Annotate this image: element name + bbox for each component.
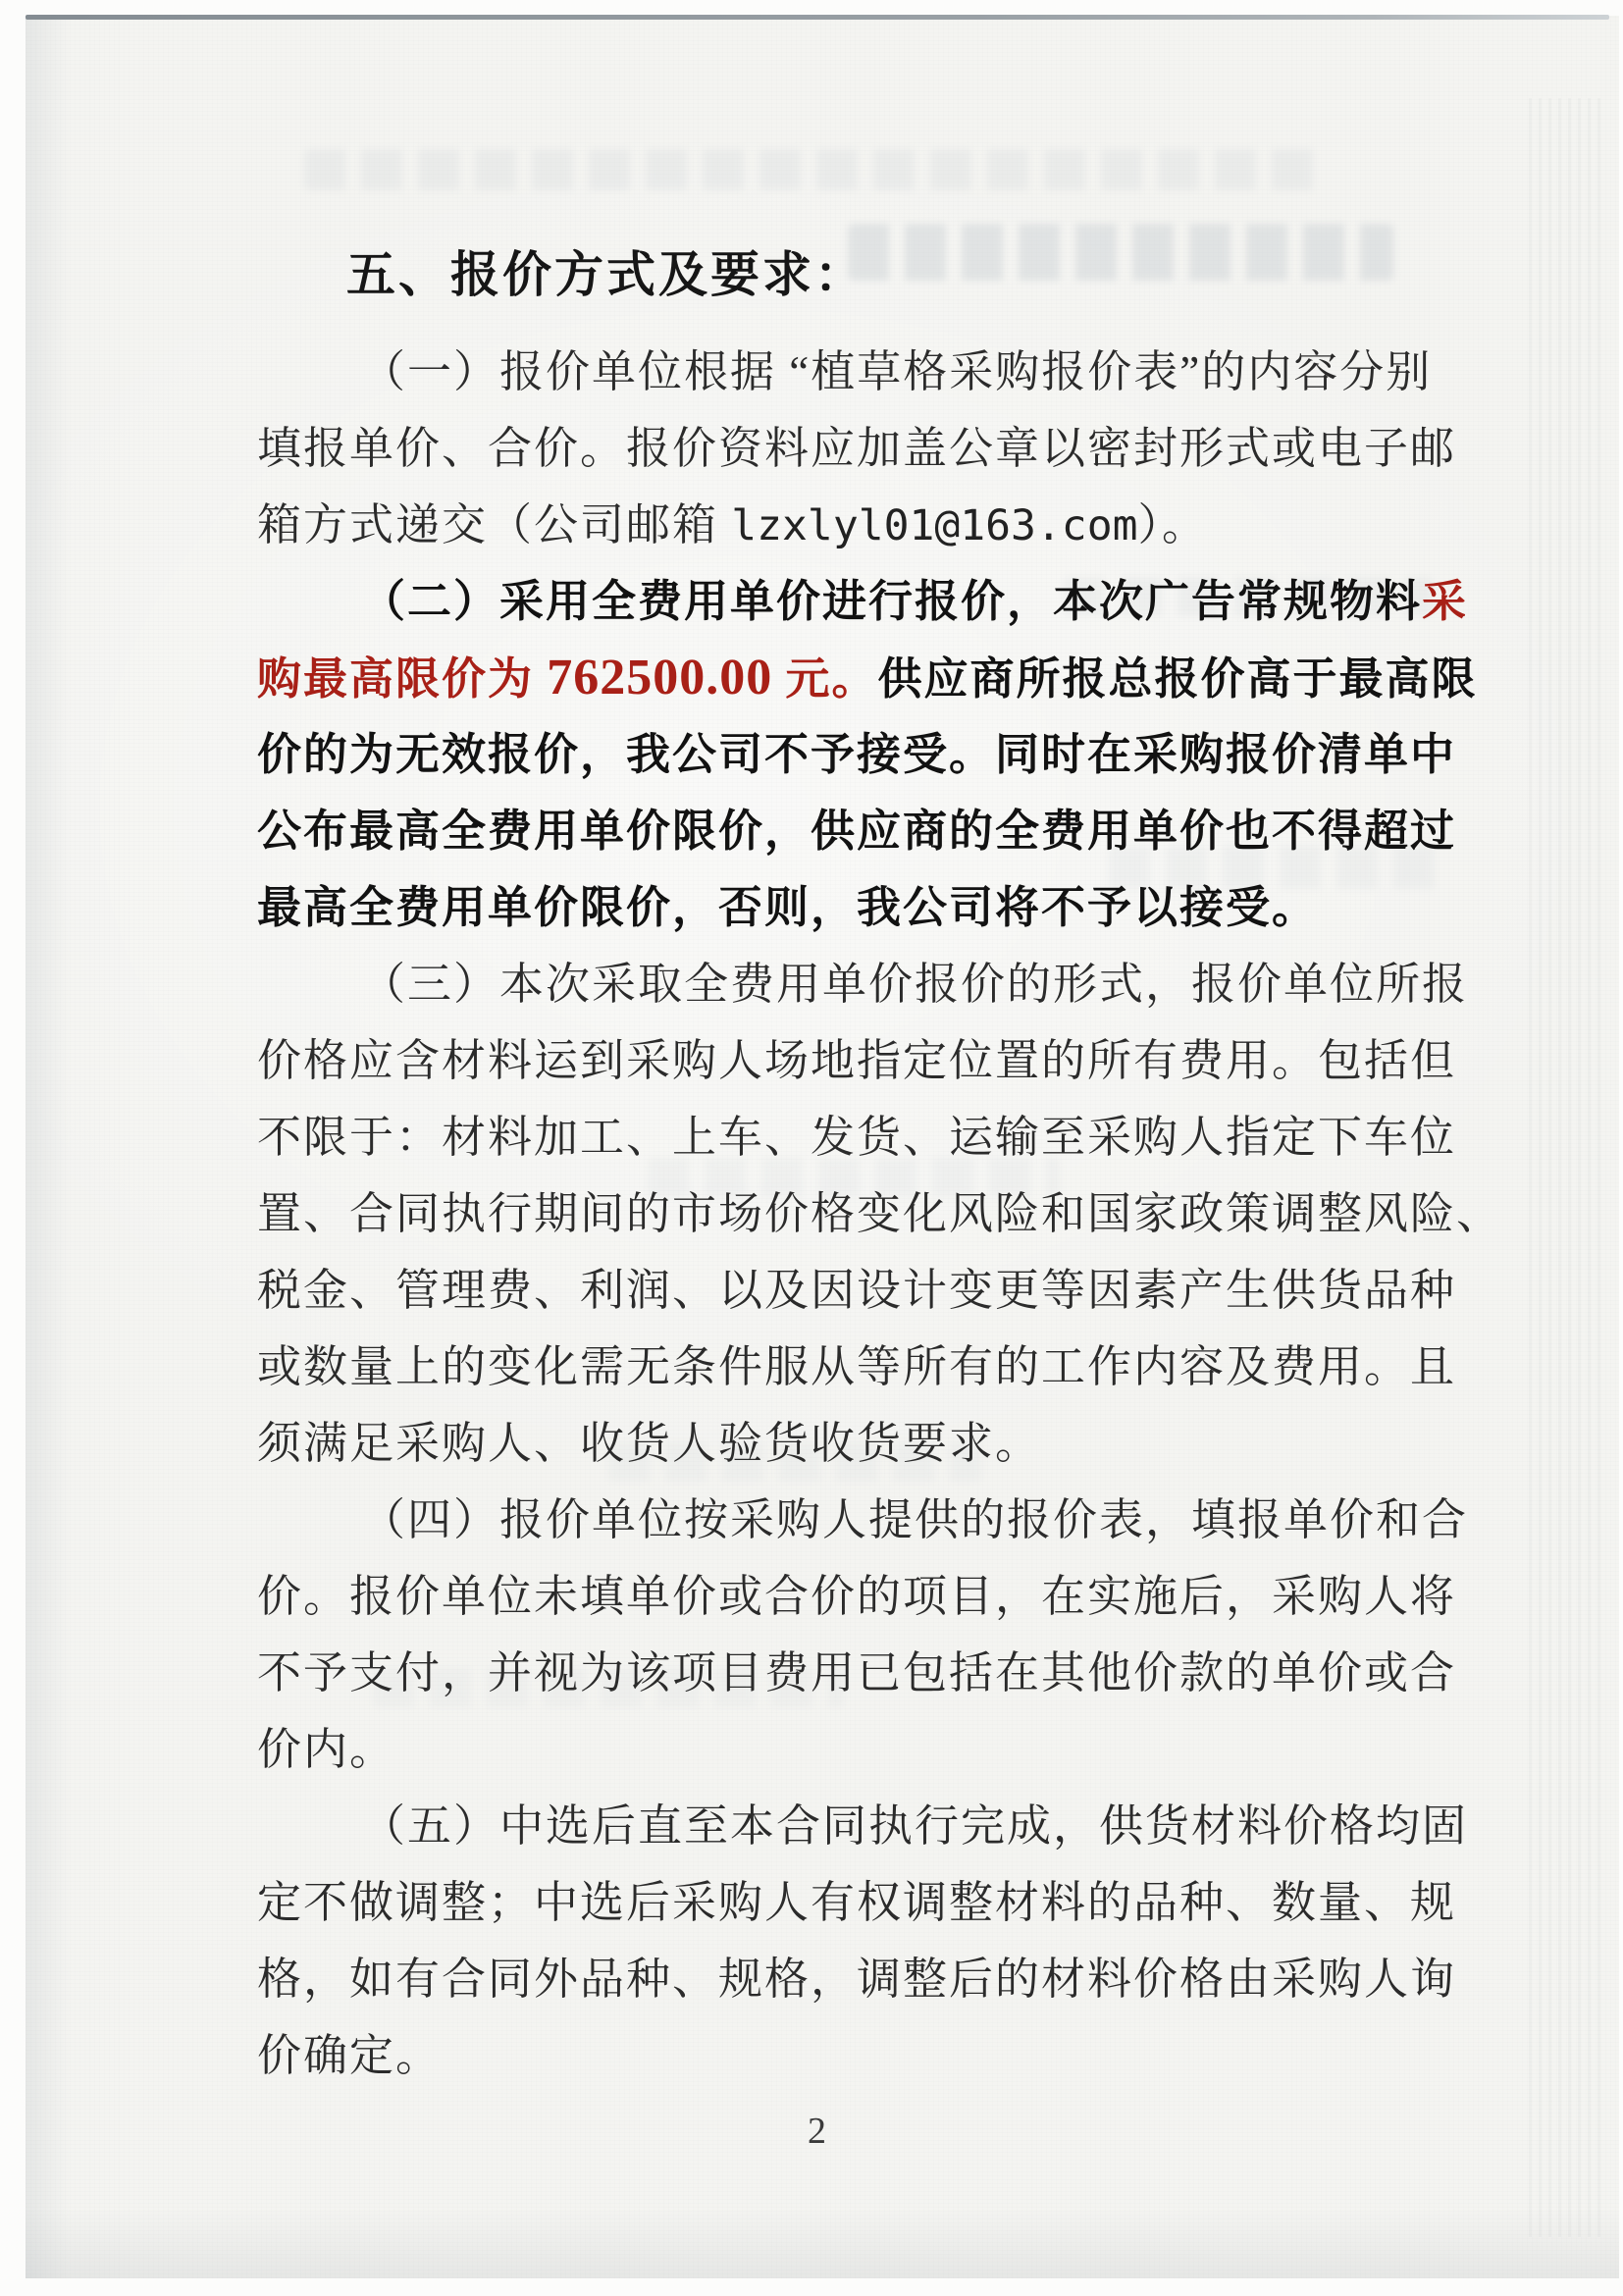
section-title: 五、报价方式及要求： — [346, 247, 866, 302]
document-line — [257, 946, 1493, 1022]
bleedthrough-artifact — [848, 224, 1393, 281]
document-line — [257, 1329, 1493, 1405]
text-segment-red: 购最高限价为 — [257, 654, 548, 704]
document-line — [257, 1252, 1493, 1329]
text-segment: 不予支付，并视为该项目费用已包括在其他价款的单价或合 — [257, 1648, 1457, 1697]
bleedthrough-artifact — [304, 149, 1325, 190]
text-segment: 格，如有合同外品种、规格，调整后的材料价格由采购人询 — [257, 1955, 1457, 2004]
text-segment: 定不做调整；中选后采购人有权调整材料的品种、数量、规 — [257, 1878, 1457, 1927]
text-segment-bold: 供应商所报总报价高于最高限 — [877, 654, 1478, 704]
text-segment-mono: lzxlyl01@163.com — [731, 501, 1138, 550]
document-line — [257, 563, 1493, 640]
document-line — [257, 793, 1493, 869]
document-line — [257, 1022, 1493, 1099]
text-segment: 价格应含材料运到采购人场地指定位置的所有费用。包括但 — [257, 1036, 1457, 1085]
document-line — [257, 334, 1493, 410]
document-line — [257, 410, 1493, 487]
document-line — [257, 1099, 1493, 1175]
page-number: 2 — [808, 2111, 827, 2152]
document-body — [257, 334, 1503, 2094]
document-line — [257, 1864, 1493, 1941]
text-segment: （一）报价单位根据 “植草格采购报价表”的内容分别 — [361, 347, 1433, 396]
text-segment: 或数量上的变化需无条件服从等所有的工作内容及费用。且 — [257, 1342, 1457, 1391]
text-segment: 填报单价、合价。报价资料应加盖公章以密封形式或电子邮 — [257, 424, 1457, 473]
text-segment: ）。 — [1137, 500, 1208, 549]
document-line — [257, 1711, 1493, 1788]
document-line — [257, 1482, 1493, 1558]
scan-right-streaks — [1529, 98, 1601, 2237]
text-segment: 不限于：材料加工、上车、发货、运输至采购人指定下车位 — [257, 1113, 1457, 1162]
scan-left-shading — [26, 16, 71, 2278]
text-segment-bold: 最高全费用单价限价，否则，我公司将不予以接受。 — [257, 883, 1319, 932]
document-line — [257, 2017, 1493, 2094]
text-segment-bold: 价的为无效报价，我公司不予接受。同时在采购报价清单中 — [257, 730, 1457, 779]
document-line — [257, 1175, 1503, 1252]
document-line — [257, 1788, 1493, 1864]
text-segment: （四）报价单位按采购人提供的报价表，填报单价和合 — [361, 1495, 1469, 1544]
text-segment: （三）本次采取全费用单价报价的形式，报价单位所报 — [361, 960, 1469, 1009]
document-line — [257, 1635, 1493, 1711]
text-segment: 价内。 — [257, 1725, 396, 1774]
text-segment-red: 采 — [1422, 577, 1469, 626]
text-segment: 箱方式递交（公司邮箱 — [257, 500, 732, 549]
document-line — [257, 1405, 1493, 1482]
text-segment-bold: （二）采用全费用单价进行报价，本次广告常规物料 — [361, 577, 1423, 626]
text-segment: （五）中选后直至本合同执行完成，供货材料价格均固 — [361, 1801, 1469, 1851]
document-line — [257, 869, 1493, 946]
text-segment-bold: 公布最高全费用单价限价，供应商的全费用单价也不得超过 — [257, 807, 1457, 856]
scan-bottom-shading — [26, 2208, 1619, 2278]
text-segment-red-number: 762500.00 — [547, 650, 773, 705]
text-segment-red: 元。 — [772, 654, 878, 704]
document-line — [257, 640, 1493, 716]
document-line — [257, 1558, 1493, 1635]
text-segment: 税金、管理费、利润、以及因设计变更等因素产生供货品种 — [257, 1266, 1457, 1315]
text-segment: 须满足采购人、收货人验货收货要求。 — [257, 1419, 1042, 1468]
text-segment: 价确定。 — [257, 2031, 443, 2080]
document-line — [257, 487, 1493, 563]
document-line — [257, 716, 1493, 793]
document-line — [257, 1941, 1493, 2017]
scan-edge-line — [26, 15, 1609, 20]
text-segment: 置、合同执行期间的市场价格变化风险和国家政策调整风险、 — [257, 1189, 1503, 1238]
text-segment: 价。报价单位未填单价或合价的项目，在实施后，采购人将 — [257, 1572, 1457, 1621]
